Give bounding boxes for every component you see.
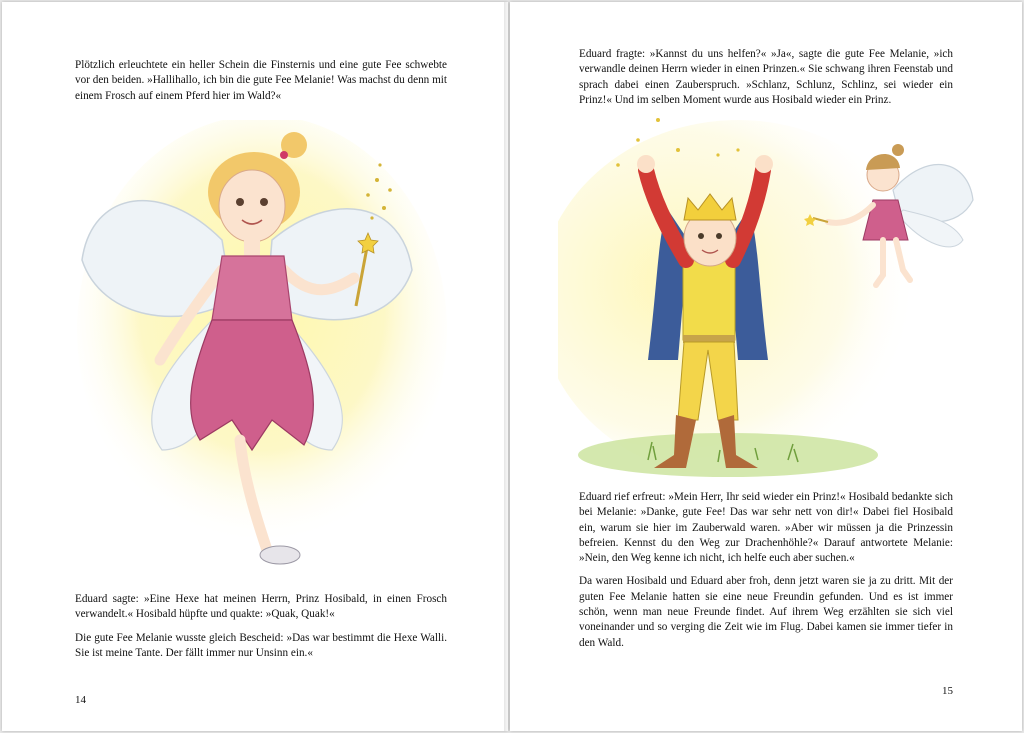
right-story-text (579, 490, 953, 659)
right-intro-text (579, 47, 953, 116)
right-page (510, 2, 1022, 731)
right-intro-paragraph: Eduard fragte: »Kannst du uns helfen?« »Ja«, sagte die gute Fee Melanie, »ich verwandle deinen Herrn wieder in einen Prinzen.« Sie schwang ihren Feenstab und sprach dabei einen Zauberspruch. »Schlanz, Schlunz, Schlinz, sei wieder ein Prinz!« Und im selben Moment wurde aus Hosibald wieder ein Prinz. (579, 48, 953, 106)
right-paragraph-2: Da waren Hosibald und Eduard aber froh, denn jetzt waren sie ja zu dritt. Mit der guten Fee Melanie hatten sie eine neue Freundin gefunden. Und es ist immer schön, wenn man neue Freunde findet. Auf ihrem Weg erzählten sie sich viel voneinander und so verging die Zeit wie im Flug. Dabei kamen sie immer tiefer in den Wald. (579, 575, 953, 649)
left-paragraph-2: Die gute Fee Melanie wusste gleich Bescheid: »Das war bestimmt die Hexe Walli. Sie ist meine Tante. Der fällt immer nur Unsinn ein.« (75, 631, 447, 659)
left-page (2, 2, 508, 731)
left-intro-text (75, 58, 447, 112)
left-story-text (75, 592, 447, 669)
right-paragraph-1: Eduard rief erfreut: »Mein Herr, Ihr seid wieder ein Prinz!« Hosibald bedankte sich bei Melanie: »Danke, gute Fee! Das war sehr nett von dir!« Dabei fiel Hosibald ein, warum sie hier im Zauberwald waren. »Aber wir müssen ja die Prinzessin befreien. Kennst du den Weg zur Drachenhöhle?« Darauf antwortete Melanie: »Nein, den Weg kenne ich nicht, ich helfe euch aber suchen.« (579, 491, 953, 565)
page-number-left: 14 (75, 694, 86, 706)
left-intro-paragraph: Plötzlich erleuchtete ein heller Schein die Finsternis und eine gute Fee schwebte vor den beiden. »Hallihallo, ich bin die gute Fee Melanie! Was machst du denn mit einem Frosch auf einem Pferd hier im Wald?« (75, 59, 447, 102)
fairy-illustration (72, 120, 452, 575)
page-number-right: 15 (942, 685, 953, 697)
left-paragraph-1: Eduard sagte: »Eine Hexe hat meinen Herrn, Prinz Hosibald, in einen Frosch verwandelt.« Hosibald hüpfte und quakte: »Quak, Quak!« (75, 593, 447, 621)
prince-and-fairy-illustration (558, 110, 998, 485)
